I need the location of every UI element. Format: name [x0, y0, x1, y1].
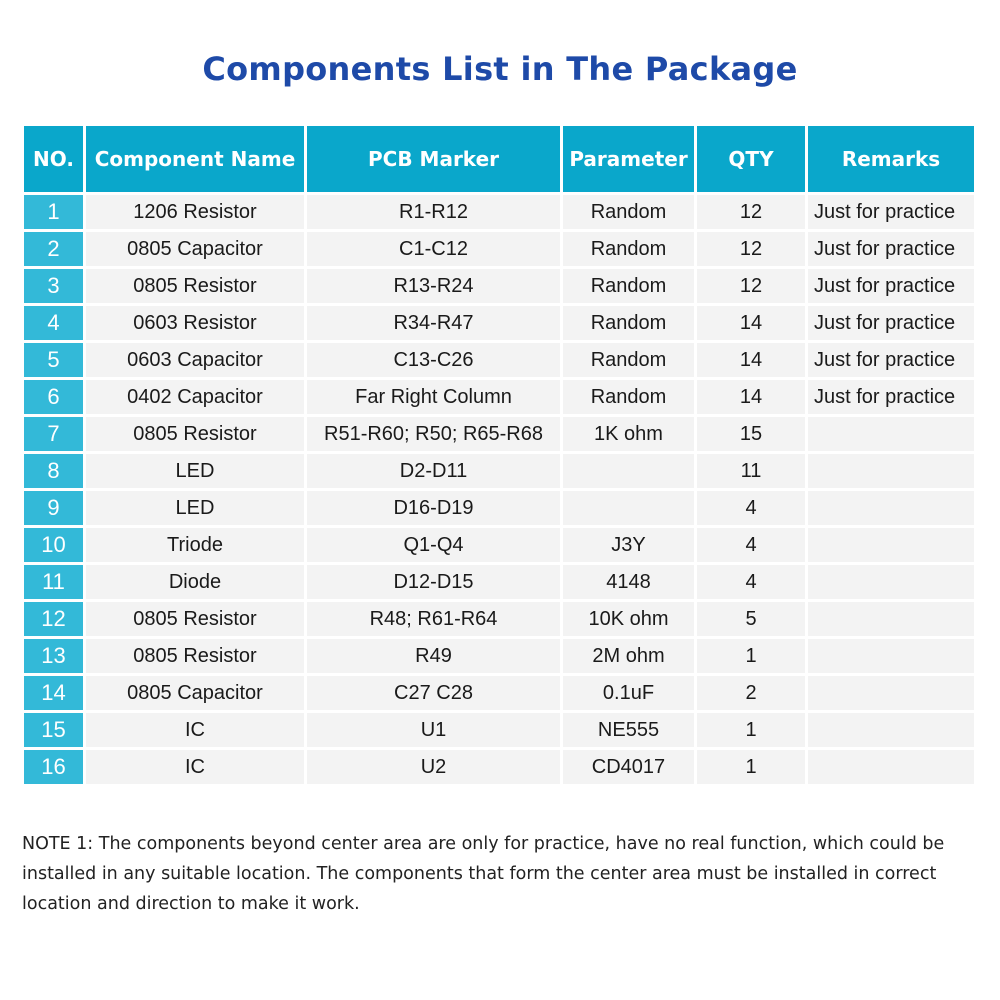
cell-remarks: Just for practice: [808, 232, 974, 266]
cell-pcb-marker: R48; R61-R64: [307, 602, 560, 636]
header-qty: QTY: [697, 126, 805, 192]
cell-parameter: [563, 491, 694, 525]
cell-qty: 11: [697, 454, 805, 488]
cell-parameter: CD4017: [563, 750, 694, 784]
cell-parameter: Random: [563, 306, 694, 340]
cell-component-name: 0805 Resistor: [86, 602, 304, 636]
cell-qty: 14: [697, 343, 805, 377]
note-text: NOTE 1: The components beyond center area are only for practice, have no real function, which could be installed in any suitable location. The components that form the center area must be installed in correct location and direction to make it work.: [22, 834, 945, 914]
cell-number: 10: [24, 528, 83, 562]
cell-pcb-marker: C27 C28: [307, 676, 560, 710]
table-row: [24, 528, 974, 562]
header-parameter: Parameter: [563, 126, 694, 192]
cell-qty: 12: [697, 232, 805, 266]
cell-parameter: 1K ohm: [563, 417, 694, 451]
cell-qty: 5: [697, 602, 805, 636]
cell-pcb-marker: D16-D19: [307, 491, 560, 525]
cell-remarks: Just for practice: [808, 269, 974, 303]
cell-remarks: [808, 491, 974, 525]
cell-pcb-marker: R34-R47: [307, 306, 560, 340]
table-row: [24, 602, 974, 636]
cell-pcb-marker: C13-C26: [307, 343, 560, 377]
cell-pcb-marker: R49: [307, 639, 560, 673]
cell-number: 11: [24, 565, 83, 599]
cell-number: 1: [24, 195, 83, 229]
cell-remarks: Just for practice: [808, 343, 974, 377]
cell-qty: 12: [697, 269, 805, 303]
table-row: [24, 380, 974, 414]
cell-number: 9: [24, 491, 83, 525]
cell-component-name: 0805 Resistor: [86, 417, 304, 451]
table-row: [24, 713, 974, 747]
cell-number: 2: [24, 232, 83, 266]
cell-component-name: 0805 Resistor: [86, 639, 304, 673]
cell-qty: 14: [697, 306, 805, 340]
cell-qty: 1: [697, 639, 805, 673]
cell-qty: 2: [697, 676, 805, 710]
table-row: [24, 676, 974, 710]
cell-qty: 15: [697, 417, 805, 451]
cell-component-name: 1206 Resistor: [86, 195, 304, 229]
cell-parameter: 10K ohm: [563, 602, 694, 636]
cell-pcb-marker: R51-R60; R50; R65-R68: [307, 417, 560, 451]
cell-component-name: 0402 Capacitor: [86, 380, 304, 414]
cell-number: 7: [24, 417, 83, 451]
table-row: [24, 750, 974, 784]
cell-number: 14: [24, 676, 83, 710]
cell-remarks: [808, 528, 974, 562]
cell-remarks: [808, 602, 974, 636]
cell-parameter: Random: [563, 380, 694, 414]
cell-remarks: [808, 565, 974, 599]
cell-number: 4: [24, 306, 83, 340]
cell-remarks: [808, 417, 974, 451]
cell-parameter: NE555: [563, 713, 694, 747]
cell-pcb-marker: Q1-Q4: [307, 528, 560, 562]
cell-component-name: 0805 Capacitor: [86, 676, 304, 710]
header-pcb-marker: PCB Marker: [307, 126, 560, 192]
cell-pcb-marker: U1: [307, 713, 560, 747]
cell-number: 13: [24, 639, 83, 673]
cell-component-name: IC: [86, 750, 304, 784]
cell-parameter: 2M ohm: [563, 639, 694, 673]
cell-remarks: Just for practice: [808, 195, 974, 229]
cell-number: 3: [24, 269, 83, 303]
cell-component-name: 0805 Capacitor: [86, 232, 304, 266]
cell-number: 8: [24, 454, 83, 488]
cell-component-name: Triode: [86, 528, 304, 562]
cell-component-name: 0603 Capacitor: [86, 343, 304, 377]
table-body: [24, 195, 974, 784]
cell-component-name: 0603 Resistor: [86, 306, 304, 340]
cell-component-name: LED: [86, 454, 304, 488]
cell-remarks: [808, 713, 974, 747]
cell-component-name: Diode: [86, 565, 304, 599]
cell-qty: 14: [697, 380, 805, 414]
page-title: Components List in The Package: [202, 50, 798, 88]
cell-qty: 1: [697, 713, 805, 747]
table-row: [24, 232, 974, 266]
cell-number: 6: [24, 380, 83, 414]
cell-pcb-marker: Far Right Column: [307, 380, 560, 414]
cell-remarks: Just for practice: [808, 306, 974, 340]
cell-parameter: [563, 454, 694, 488]
cell-parameter: Random: [563, 269, 694, 303]
cell-remarks: Just for practice: [808, 380, 974, 414]
cell-parameter: 4148: [563, 565, 694, 599]
cell-component-name: IC: [86, 713, 304, 747]
cell-qty: 4: [697, 528, 805, 562]
table-header-row: [24, 126, 974, 192]
cell-parameter: Random: [563, 232, 694, 266]
cell-number: 5: [24, 343, 83, 377]
table-row: [24, 269, 974, 303]
header-no: NO.: [24, 126, 83, 192]
cell-qty: 4: [697, 491, 805, 525]
cell-component-name: 0805 Resistor: [86, 269, 304, 303]
cell-parameter: J3Y: [563, 528, 694, 562]
table-row: [24, 565, 974, 599]
table-row: [24, 306, 974, 340]
table-row: [24, 639, 974, 673]
cell-remarks: [808, 750, 974, 784]
cell-pcb-marker: R13-R24: [307, 269, 560, 303]
cell-number: 15: [24, 713, 83, 747]
cell-parameter: 0.1uF: [563, 676, 694, 710]
header-remarks: Remarks: [808, 126, 974, 192]
table-row: [24, 195, 974, 229]
cell-parameter: Random: [563, 343, 694, 377]
cell-parameter: Random: [563, 195, 694, 229]
cell-qty: 4: [697, 565, 805, 599]
cell-qty: 1: [697, 750, 805, 784]
components-table: [21, 123, 977, 787]
cell-number: 16: [24, 750, 83, 784]
header-component-name: Component Name: [86, 126, 304, 192]
cell-remarks: [808, 676, 974, 710]
table-row: [24, 454, 974, 488]
cell-pcb-marker: U2: [307, 750, 560, 784]
cell-component-name: LED: [86, 491, 304, 525]
cell-number: 12: [24, 602, 83, 636]
table-row: [24, 491, 974, 525]
table-row: [24, 417, 974, 451]
cell-pcb-marker: D2-D11: [307, 454, 560, 488]
cell-pcb-marker: C1-C12: [307, 232, 560, 266]
cell-pcb-marker: D12-D15: [307, 565, 560, 599]
table-row: [24, 343, 974, 377]
cell-pcb-marker: R1-R12: [307, 195, 560, 229]
cell-qty: 12: [697, 195, 805, 229]
cell-remarks: [808, 639, 974, 673]
cell-remarks: [808, 454, 974, 488]
